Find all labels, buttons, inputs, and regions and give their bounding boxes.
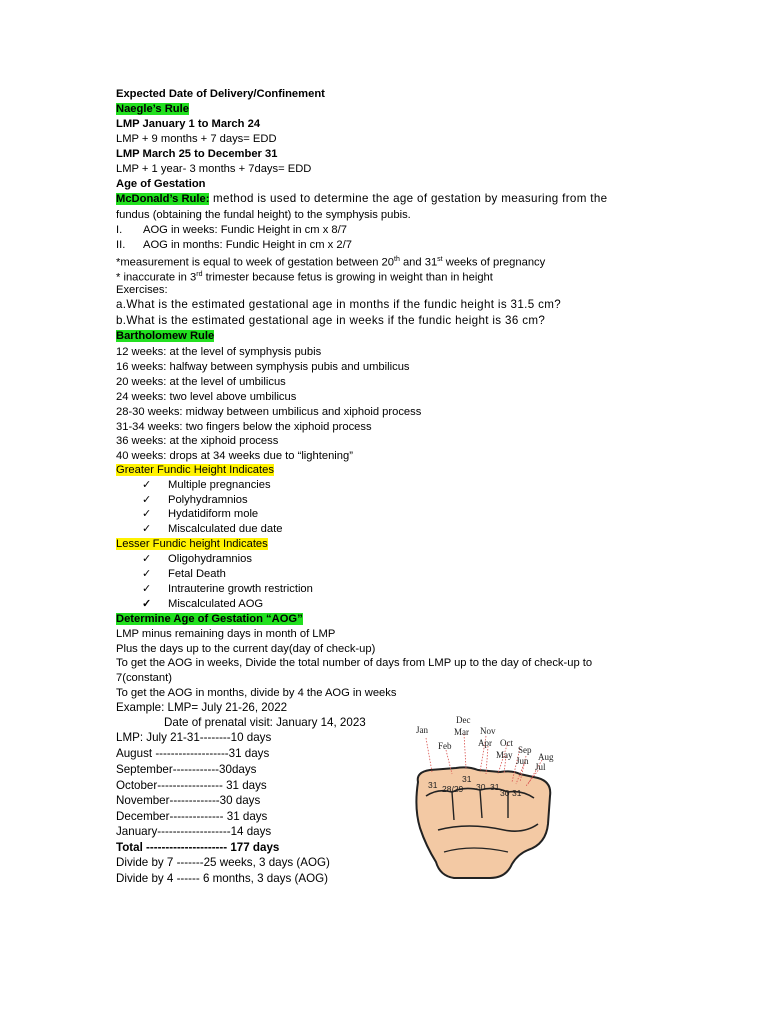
month-label: Apr bbox=[478, 738, 492, 748]
mcdonald-item-number: I. bbox=[116, 224, 123, 236]
month-label: Sep bbox=[518, 745, 532, 755]
total-row: Total --------------------- 177 days bbox=[116, 841, 280, 854]
day-count: 31 bbox=[490, 782, 500, 792]
bartholomew-line: 24 weeks: two level above umbilicus bbox=[116, 391, 297, 403]
bartholomew-line: 40 weeks: drops at 34 weeks due to “lightening” bbox=[116, 450, 353, 462]
check-icon: ✓ bbox=[142, 479, 152, 491]
month-row: October----------------- 31 days bbox=[116, 779, 267, 792]
check-icon: ✓ bbox=[142, 553, 152, 565]
month-row: August -------------------31 days bbox=[116, 747, 270, 760]
day-count: 30 bbox=[500, 788, 510, 798]
naegle-heading: Naegle’s Rule bbox=[116, 103, 189, 115]
month-row: September------------30days bbox=[116, 763, 257, 776]
bartholomew-line: 31-34 weeks: two fingers below the xiphoid process bbox=[116, 421, 372, 433]
month-label: Jan bbox=[416, 725, 428, 735]
mcdonald-note: *measurement is equal to week of gestation between 20th and 31st weeks of pregnancy bbox=[116, 256, 546, 269]
example-lmp: Example: LMP= July 21-26, 2022 bbox=[116, 701, 288, 714]
bartholomew-line: 36 weeks: at the xiphoid process bbox=[116, 435, 279, 447]
bartholomew-line: 20 weeks: at the level of umbilicus bbox=[116, 376, 286, 388]
month-row: November-------------30 days bbox=[116, 794, 261, 807]
example-visit-date: Date of prenatal visit: January 14, 2023 bbox=[164, 716, 366, 729]
determine-line: Plus the days up to the current day(day of check-up) bbox=[116, 643, 376, 655]
month-row: LMP: July 21-31--------10 days bbox=[116, 731, 272, 744]
check-icon: ✓ bbox=[142, 494, 152, 506]
age-of-gestation-title: Age of Gestation bbox=[116, 178, 206, 190]
month-label: Dec bbox=[456, 715, 471, 725]
determine-line: 7(constant) bbox=[116, 672, 172, 684]
naegle-line: LMP + 9 months + 7 days= EDD bbox=[116, 133, 277, 145]
bartholomew-line: 12 weeks: at the level of symphysis pubis bbox=[116, 346, 322, 358]
exercises-heading: Exercises: bbox=[116, 284, 168, 296]
divide-by-7: Divide by 7 -------25 weeks, 3 days (AOG) bbox=[116, 856, 330, 869]
month-row: December-------------- 31 days bbox=[116, 810, 268, 823]
determine-line: To get the AOG in months, divide by 4 the AOG in weeks bbox=[116, 687, 397, 699]
lesser-heading: Lesser Fundic height Indicates bbox=[116, 538, 268, 550]
month-label: Jun bbox=[516, 756, 529, 766]
greater-heading: Greater Fundic Height Indicates bbox=[116, 464, 274, 476]
determine-line: LMP minus remaining days in month of LMP bbox=[116, 628, 336, 640]
month-label: May bbox=[496, 750, 513, 760]
day-count: 28/29 bbox=[442, 784, 464, 794]
naegle-line: LMP + 1 year- 3 months + 7days= EDD bbox=[116, 163, 312, 175]
check-icon: ✓ bbox=[142, 523, 152, 535]
mcdonald-heading: McDonald’s Rule: bbox=[116, 193, 210, 205]
day-count: 31 bbox=[462, 774, 472, 784]
month-row: January-------------------14 days bbox=[116, 825, 272, 838]
determine-heading: Determine Age of Gestation “AOG” bbox=[116, 613, 303, 625]
bartholomew-heading: Bartholomew Rule bbox=[116, 330, 215, 342]
mcdonald-note: * inaccurate in 3rd trimester because fetus is growing in weight than in height bbox=[116, 271, 493, 284]
check-icon: ✓ bbox=[142, 583, 152, 595]
naegle-line: LMP January 1 to March 24 bbox=[116, 118, 261, 130]
check-icon: ✓ bbox=[142, 508, 152, 520]
knuckle-month-diagram bbox=[408, 712, 560, 882]
day-count: 30 bbox=[476, 782, 486, 792]
determine-line: To get the AOG in weeks, Divide the total number of days from LMP up to the day of check-up to bbox=[116, 657, 593, 669]
bartholomew-line: 28-30 weeks: midway between umbilicus and xiphoid process bbox=[116, 406, 422, 418]
mcdonald-item-number: II. bbox=[116, 239, 126, 251]
check-icon: ✓ bbox=[142, 568, 152, 580]
exercise-question: a.What is the estimated gestational age in months if the fundic height is 31.5 cm? bbox=[116, 298, 562, 311]
month-label: Jul bbox=[535, 762, 546, 772]
month-label: Nov bbox=[480, 726, 496, 736]
mcdonald-description-cont: fundus (obtaining the fundal height) to the symphysis pubis. bbox=[116, 209, 411, 221]
mcdonald-item: AOG in weeks: Fundic Height in cm x 8/7 bbox=[143, 224, 347, 236]
bartholomew-line: 16 weeks: halfway between symphysis pubis and umbilicus bbox=[116, 361, 410, 373]
mcdonald-line bbox=[116, 192, 607, 206]
month-label: Aug bbox=[538, 752, 554, 762]
day-count: 31 bbox=[428, 780, 438, 790]
divide-by-4: Divide by 4 ------ 6 months, 3 days (AOG) bbox=[116, 872, 328, 885]
month-label: Mar bbox=[454, 727, 469, 737]
month-label: Oct bbox=[500, 738, 513, 748]
mcdonald-item: AOG in months: Fundic Height in cm x 2/7 bbox=[143, 239, 352, 251]
document-title: Expected Date of Delivery/Confinement bbox=[116, 88, 325, 100]
check-icon: ✓ bbox=[142, 598, 152, 610]
exercise-question: b.What is the estimated gestational age in weeks if the fundic height is 36 cm? bbox=[116, 314, 546, 327]
mcdonald-description: method is used to determine the age of gestation by measuring from the bbox=[209, 192, 608, 205]
naegle-line: LMP March 25 to December 31 bbox=[116, 148, 278, 160]
day-count: 31 bbox=[512, 788, 522, 798]
month-label: Feb bbox=[438, 741, 452, 751]
